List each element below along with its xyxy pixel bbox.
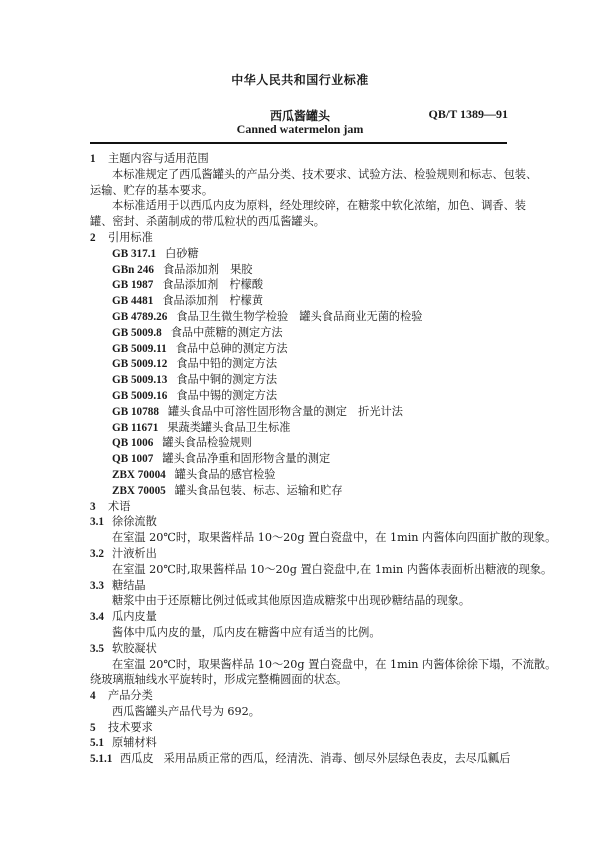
- subsection-heading: 3.2 汁液析出: [90, 546, 157, 560]
- document-body: [90, 151, 557, 767]
- reference-item: ZBX 70004 罐头食品的感官检验: [112, 467, 276, 481]
- section-heading: 5 技术要求: [90, 720, 153, 734]
- reference-item: GB 317.1 白砂糖: [112, 246, 199, 260]
- reference-item: GB 4789.26 食品卫生微生物学检验 罐头食品商业无菌的检验: [112, 309, 423, 323]
- reference-item: GBn 246 食品添加剂 果胶: [112, 262, 253, 276]
- paragraph-line: 西瓜酱罐头产品代号为 692。: [112, 704, 260, 718]
- definition-text: 酱体中瓜内皮的量，瓜内皮在糖酱中应有适当的比例。: [112, 625, 381, 639]
- definition-text: 糖浆中由于还原糖比例过低或其他原因造成糖浆中出现砂糖结晶的现象。: [112, 594, 471, 608]
- document-title-en: Canned watermelon jam: [236, 122, 364, 136]
- reference-item: GB 5009.8 食品中蔗糖的测定方法: [112, 325, 283, 339]
- header-rule: [90, 142, 507, 144]
- subsection-heading: 3.5 软胶凝状: [90, 641, 157, 655]
- section-heading: 2 引用标准: [90, 230, 153, 244]
- paragraph-line: 本标准适用于以西瓜内皮为原料，经处理绞碎，在糖浆中软化浓缩，加色、调香、装: [112, 199, 526, 213]
- reference-item: GB 5009.16 食品中锡的测定方法: [112, 388, 278, 402]
- reference-item: GB 5009.12 食品中铅的测定方法: [112, 357, 278, 371]
- section-heading: 4 产品分类: [90, 689, 153, 703]
- definition-text: 在室温 20℃时,取果酱样品 10～20g 置白瓷盘中,在 1min 内酱体表面析出糖液的现象。: [112, 562, 553, 576]
- subsection-heading: 3.3 糖结晶: [90, 578, 146, 592]
- paragraph-line: 罐、密封、杀菌制成的带瓜粒状的西瓜酱罐头。: [90, 215, 325, 229]
- definition-text: 在室温 20℃时，取果酱样品 10～20g 置白瓷盘中，在 1min 内酱体徐徐下塌，不流散。: [112, 657, 557, 671]
- definition-text: 在室温 20℃时，取果酱样品 10～20g 置白瓷盘中，在 1min 内酱体向四面扩散的现象。: [112, 531, 557, 545]
- org-title: 中华人民共和国行业标准: [231, 73, 369, 87]
- paragraph-line: 运输、贮存的基本要求。: [90, 183, 214, 197]
- definition-text: 绕玻璃瓶轴线水平旋转时，形成完整椭圆面的状态。: [90, 673, 348, 687]
- reference-item: QB 1007 罐头食品净重和固形物含量的测定: [112, 452, 331, 466]
- reference-item: QB 1006 罐头食品检验规则: [112, 436, 252, 450]
- paragraph-line: 本标准规定了西瓜酱罐头的产品分类、技术要求、试验方法、检验规则和标志、包装、: [112, 167, 538, 181]
- reference-item: GB 5009.11 食品中总砷的测定方法: [112, 341, 288, 355]
- subsection-heading: 3.1 徐徐流散: [90, 515, 157, 529]
- reference-item: GB 11671 果蔬类罐头食品卫生标准: [112, 420, 291, 434]
- document-title-cn: 西瓜酱罐头: [269, 109, 330, 123]
- reference-item: GB 5009.13 食品中铜的测定方法: [112, 373, 278, 387]
- reference-item: GB 4481 食品添加剂 柠檬黄: [112, 294, 264, 308]
- section-heading: 3 术语: [90, 499, 131, 513]
- subsubsection-line: 5.1.1 西瓜皮 采用品质正常的西瓜，经清洗、消毒、刨尽外层绿色表皮，去尽瓜瓤后: [90, 752, 511, 766]
- subsection-heading: 3.4 瓜内皮量: [90, 610, 157, 624]
- standard-code: QB/T 1389—91: [428, 107, 508, 121]
- reference-item: ZBX 70005 罐头食品包装、标志、运输和贮存: [112, 483, 343, 497]
- reference-item: GB 10788 罐头食品中可溶性固形物含量的测定 折光计法: [112, 404, 403, 418]
- section-heading: 1 主题内容与适用范围: [90, 152, 209, 165]
- subsection-heading: 5.1 原辅材料: [90, 736, 157, 750]
- reference-item: GB 1987 食品添加剂 柠檬酸: [112, 278, 264, 292]
